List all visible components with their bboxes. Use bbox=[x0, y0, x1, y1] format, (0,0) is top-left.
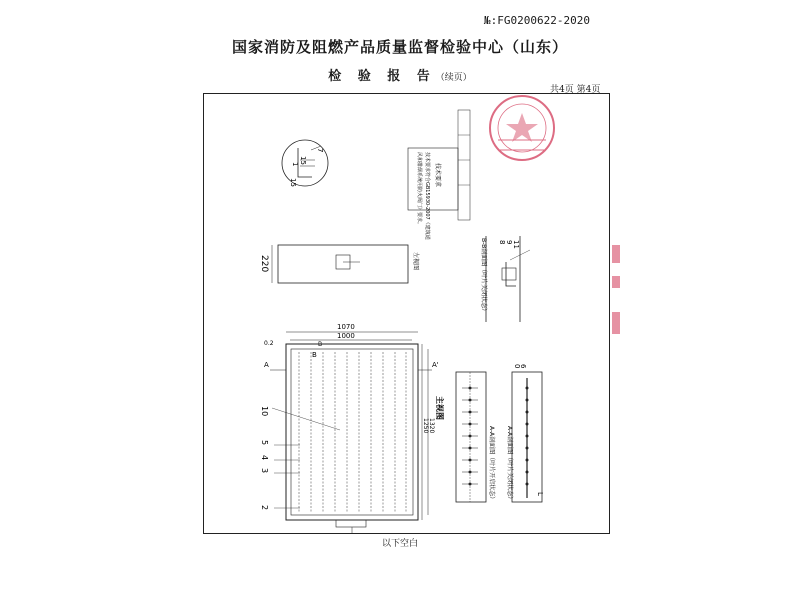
label-l: L bbox=[536, 492, 544, 496]
technical-requirements bbox=[408, 110, 470, 240]
label-11: 11 bbox=[512, 240, 520, 249]
label-b-top: B bbox=[318, 341, 323, 348]
dim-1250: 1250 bbox=[422, 418, 429, 434]
dim-220: 220 bbox=[259, 255, 269, 273]
page-count: 共4页 第4页 bbox=[550, 85, 601, 95]
continued-label: （续页） bbox=[435, 73, 472, 83]
main-view-label: 主视图 bbox=[435, 396, 444, 420]
label-4: 4 bbox=[260, 455, 269, 461]
tech-req-title: 技术要求 bbox=[434, 163, 441, 188]
label-b-inner: B bbox=[312, 351, 317, 359]
edge-seal bbox=[612, 245, 620, 334]
blank-below-note: 以下空白 bbox=[381, 539, 418, 549]
label-a-right: A' bbox=[432, 361, 439, 369]
label-5: 5 bbox=[260, 440, 269, 446]
tech-req-line-1: 技术要求符合GB15930-2007《建筑通 bbox=[424, 152, 430, 240]
center-name: 国家消防及阻燃产品质量监督检验中心（山东） bbox=[231, 38, 568, 56]
main-view bbox=[260, 323, 445, 533]
detail-circle bbox=[282, 140, 328, 187]
label-15-top: 15 bbox=[299, 156, 307, 165]
report-title-text: 检 验 报 告 bbox=[328, 69, 436, 84]
dim-1320: 1320 bbox=[428, 418, 435, 434]
aa-open-label: A-A剖面图（叶片开启状态） bbox=[488, 426, 495, 503]
label-15-bottom: 15 bbox=[289, 178, 297, 187]
tech-req-line-2: 风和排烟系统用防火阀门》要求。 bbox=[416, 152, 422, 228]
official-stamp bbox=[490, 96, 554, 160]
dim-0-2: 0.2 bbox=[264, 340, 274, 347]
bb-section bbox=[480, 236, 530, 322]
label-3: 3 bbox=[260, 468, 269, 474]
aa-closed-section bbox=[506, 364, 544, 502]
report-number: №:FG0200622-2020 bbox=[484, 14, 590, 27]
aa-open-section bbox=[456, 372, 496, 502]
dim-1000: 1000 bbox=[337, 332, 355, 340]
label-1: 1 bbox=[291, 162, 299, 167]
label-2: 2 bbox=[260, 505, 269, 511]
left-view-label: 左视图 bbox=[412, 252, 419, 271]
label-a-left: A bbox=[264, 361, 269, 369]
label-0: 0 bbox=[513, 364, 521, 369]
dim-1070: 1070 bbox=[337, 323, 355, 331]
label-10: 10 bbox=[260, 406, 269, 417]
label-8: 8 bbox=[498, 240, 506, 245]
label-7: 7 bbox=[316, 148, 324, 153]
aa-closed-label: A-A剖面图（叶片关闭状态） bbox=[506, 426, 513, 503]
left-view bbox=[259, 245, 420, 283]
bb-section-label: B-B剖面图（叶片关闭状态） bbox=[480, 238, 487, 315]
label-9: 9 bbox=[505, 240, 513, 245]
label-6: 6 bbox=[519, 364, 527, 369]
